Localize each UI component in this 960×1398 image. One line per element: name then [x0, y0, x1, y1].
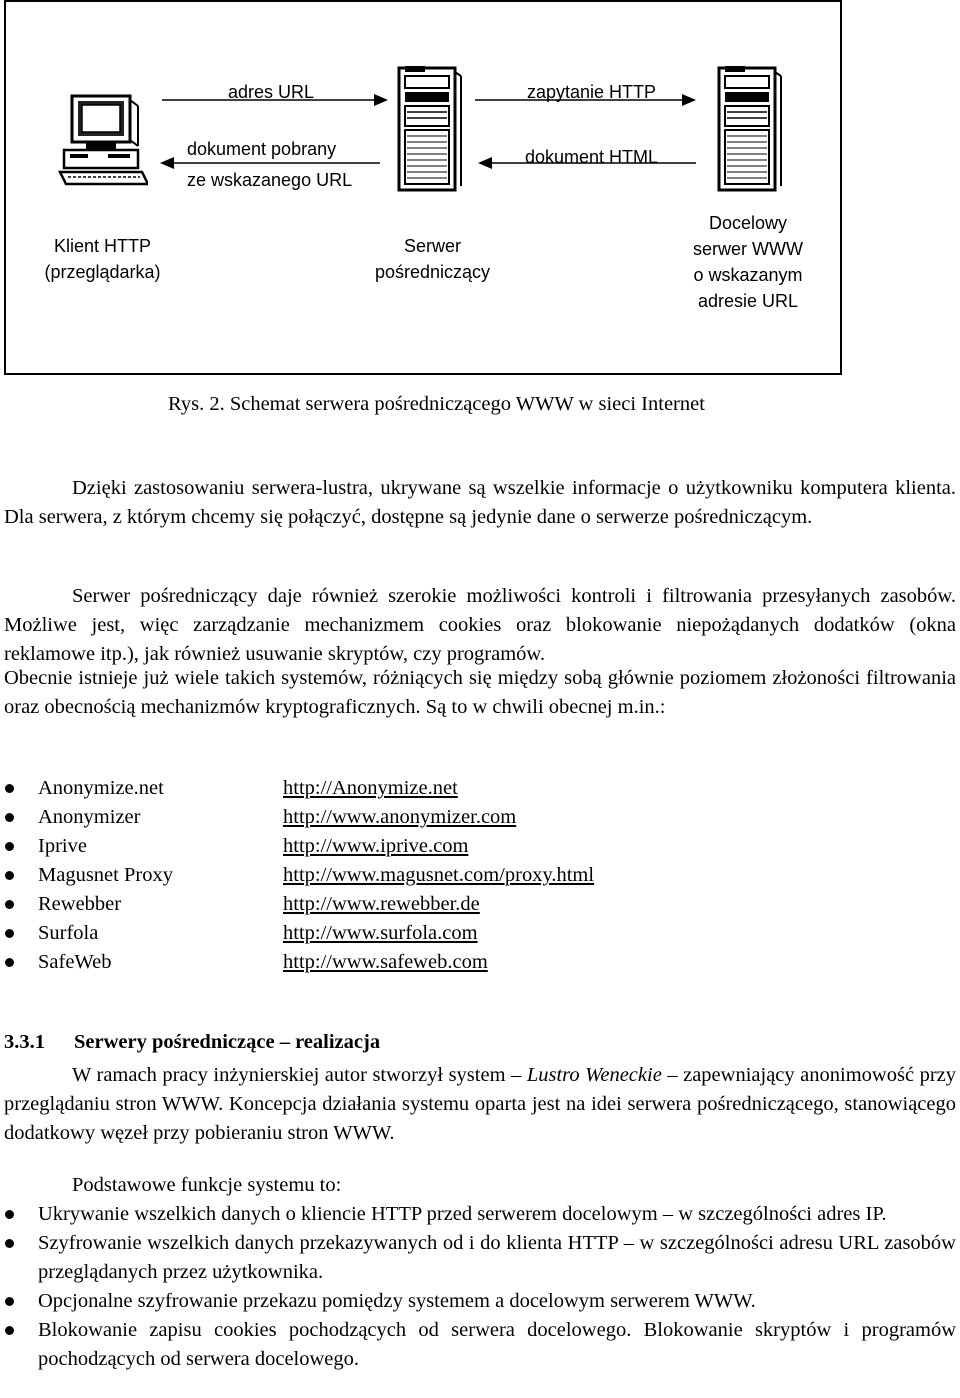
system-url-link[interactable]: http://Anonymize.net — [283, 777, 458, 799]
system-name: Anonymize.net — [38, 777, 164, 799]
intro-text: – zapewniający anonimowość przy przeglądaniu stron WWW. Koncepcja działania systemu oparta jest na idei serwera pośredniczącego, stanowiącego dodatkowy węzeł przy pobieraniu stron WWW. — [4, 1064, 956, 1144]
paragraph-2: Serwer pośredniczący daje również szerokie możliwości kontroli i filtrowania przesyłanych zasobów. Możliwe jest, więc zarządzanie mechanizmem cookies oraz blokowanie niepożądanych dodatków (okna reklamowe itp.), jak również usuwanie skryptów, czy programów. — [4, 585, 956, 665]
paragraph-3: Obecnie istnieje już wiele takich systemów, różniących się między sobą głównie poziomem złożoności filtrowania oraz obecnością mechanizmów kryptograficznych. Są to w chwili obecnej m.in.: — [4, 667, 956, 718]
system-url-link[interactable]: http://www.iprive.com — [283, 835, 469, 857]
node-label-client — [20, 233, 185, 285]
section-number: 3.3.1 — [4, 1031, 45, 1053]
system-name: Iprive — [38, 835, 87, 857]
function-text: Ukrywanie wszelkich danych o kliencie HTTP przed serwerem docelowym – w szczególności adres IP. — [38, 1203, 887, 1225]
system-name: Surfola — [38, 922, 99, 944]
arrow-label-doc-line1: dokument pobrany — [187, 139, 337, 159]
system-name-italic: Lustro Weneckie — [526, 1064, 662, 1086]
list-item — [0, 832, 960, 861]
arrow-label-doc-line2: ze wskazanego URL — [187, 170, 353, 190]
list-item — [0, 861, 960, 890]
function-text: Szyfrowanie wszelkich danych przekazywanych od i do klienta HTTP – w szczególności adresu URL zasobów przeglądanych przez użytkownika. — [38, 1232, 956, 1283]
figure-caption: Rys. 2. Schemat serwera pośredniczącego WWW w sieci Internet — [168, 393, 705, 415]
bullet-icon — [5, 784, 14, 793]
systems-list — [0, 774, 960, 977]
bullet-icon — [5, 900, 14, 909]
system-url-link[interactable]: http://www.surfola.com — [283, 922, 478, 944]
bullet-icon — [5, 958, 14, 967]
system-name: Rewebber — [38, 893, 122, 915]
section-intro-paragraph — [4, 1061, 956, 1148]
bullet-icon — [5, 842, 14, 851]
bullet-icon — [5, 1210, 14, 1219]
list-item — [0, 948, 960, 977]
system-name: Magusnet Proxy — [38, 864, 173, 886]
diagram-arrows — [0, 0, 960, 380]
node-label-proxy-line: pośredniczący — [374, 262, 491, 282]
list-item — [0, 919, 960, 948]
list-item — [0, 803, 960, 832]
arrow-label-http: zapytanie HTTP — [527, 82, 657, 102]
list-item — [0, 1287, 960, 1316]
paragraph-1: Dzięki zastosowaniu serwera-lustra, ukrywane są wszelkie informacje o użytkowniku komputera klienta. Dla serwera, z którym chcemy się połączyć, dostępne są jedynie dane o serwerze pośredniczącym. — [4, 477, 956, 528]
list-item — [0, 1200, 960, 1229]
bullet-icon — [5, 1297, 14, 1306]
bullet-icon — [5, 1239, 14, 1248]
node-label-target — [668, 210, 828, 314]
section-title: Serwery pośredniczące – realizacja — [74, 1031, 381, 1053]
system-name: Anonymizer — [38, 806, 141, 828]
bullet-icon — [5, 871, 14, 880]
functions-heading: Podstawowe funkcje systemu to: — [72, 1174, 342, 1196]
system-url-link[interactable]: http://www.magusnet.com/proxy.html — [283, 864, 595, 886]
arrow-label-html: dokument HTML — [525, 147, 659, 167]
list-item — [0, 1229, 960, 1287]
list-item — [0, 1316, 960, 1374]
arrow-label-url: adres URL — [228, 82, 315, 102]
system-name: SafeWeb — [38, 951, 112, 973]
node-label-proxy — [350, 233, 515, 285]
node-label-target-line: Docelowy — [708, 213, 788, 233]
bullet-icon — [5, 1326, 14, 1335]
functions-list — [0, 1200, 960, 1374]
system-url-link[interactable]: http://www.rewebber.de — [283, 893, 480, 915]
system-url-link[interactable]: http://www.anonymizer.com — [283, 806, 517, 828]
node-label-target-line: serwer WWW — [693, 239, 803, 259]
list-item — [0, 890, 960, 919]
node-label-client-line: Klient HTTP — [53, 236, 152, 256]
function-text: Opcjonalne szyfrowanie przekazu pomiędzy systemem a docelowym serwerem WWW. — [38, 1290, 756, 1312]
system-url-link[interactable]: http://www.safeweb.com — [283, 951, 488, 973]
bullet-icon — [5, 813, 14, 822]
list-item — [0, 774, 960, 803]
intro-text: W ramach pracy inżynierskiej autor stworzył system – — [72, 1064, 522, 1086]
node-label-proxy-line: Serwer — [403, 236, 461, 256]
node-label-target-line: adresie URL — [697, 291, 799, 311]
bullet-icon — [5, 929, 14, 938]
node-label-client-line: (przeglądarka) — [44, 262, 161, 282]
node-label-target-line: o wskazanym — [693, 265, 803, 285]
function-text: Blokowanie zapisu cookies pochodzących od serwera docelowego. Blokowanie skryptów i programów pochodzących od serwera docelowego. — [38, 1319, 956, 1370]
